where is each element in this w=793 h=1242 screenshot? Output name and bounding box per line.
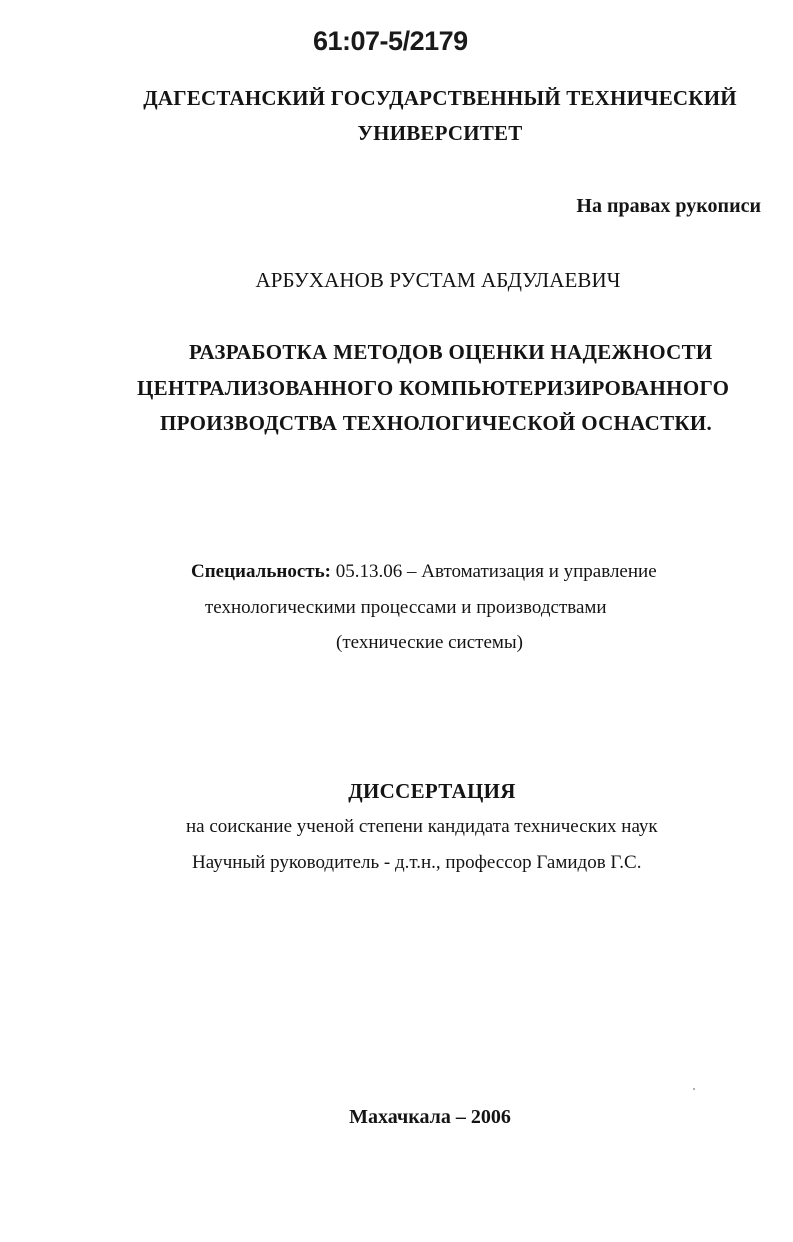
supervisor-line: Научный руководитель - д.т.н., профессор Гамидов Г.С. (192, 852, 642, 873)
specialty-label: Специальность: (191, 561, 331, 582)
specialty-code: 05.13.06 – Автоматизация и управление (330, 561, 657, 582)
dissertation-title-line3: ПРОИЗВОДСТВА ТЕХНОЛОГИЧЕСКОЙ ОСНАСТКИ. (160, 411, 713, 435)
scan-artifact (693, 1088, 695, 1090)
place-year: Махачкала – 2006 (349, 1106, 511, 1128)
author-name: АРБУХАНОВ РУСТАМ АБДУЛАЕВИЧ (255, 268, 621, 292)
university-name-line2: УНИВЕРСИТЕТ (357, 121, 523, 145)
university-name-line1: ДАГЕСТАНСКИЙ ГОСУДАРСТВЕННЫЙ ТЕХНИЧЕСКИЙ (143, 86, 737, 110)
document-type: ДИССЕРТАЦИЯ (348, 779, 516, 803)
manuscript-note: На правах рукописи (576, 195, 761, 217)
dissertation-title-line2: ЦЕНТРАЛИЗОВАННОГО КОМПЬЮТЕРИЗИРОВАННОГО (137, 376, 730, 400)
specialty-line1 (191, 561, 657, 583)
specialty-line2: технологическими процессами и производствами (205, 597, 607, 618)
catalog-number: 61:07-5/2179 (313, 26, 468, 56)
degree-line: на соискание ученой степени кандидата технических наук (186, 816, 658, 837)
dissertation-title-line1: РАЗРАБОТКА МЕТОДОВ ОЦЕНКИ НАДЕЖНОСТИ (189, 340, 713, 364)
specialty-line3: (технические системы) (336, 632, 524, 653)
